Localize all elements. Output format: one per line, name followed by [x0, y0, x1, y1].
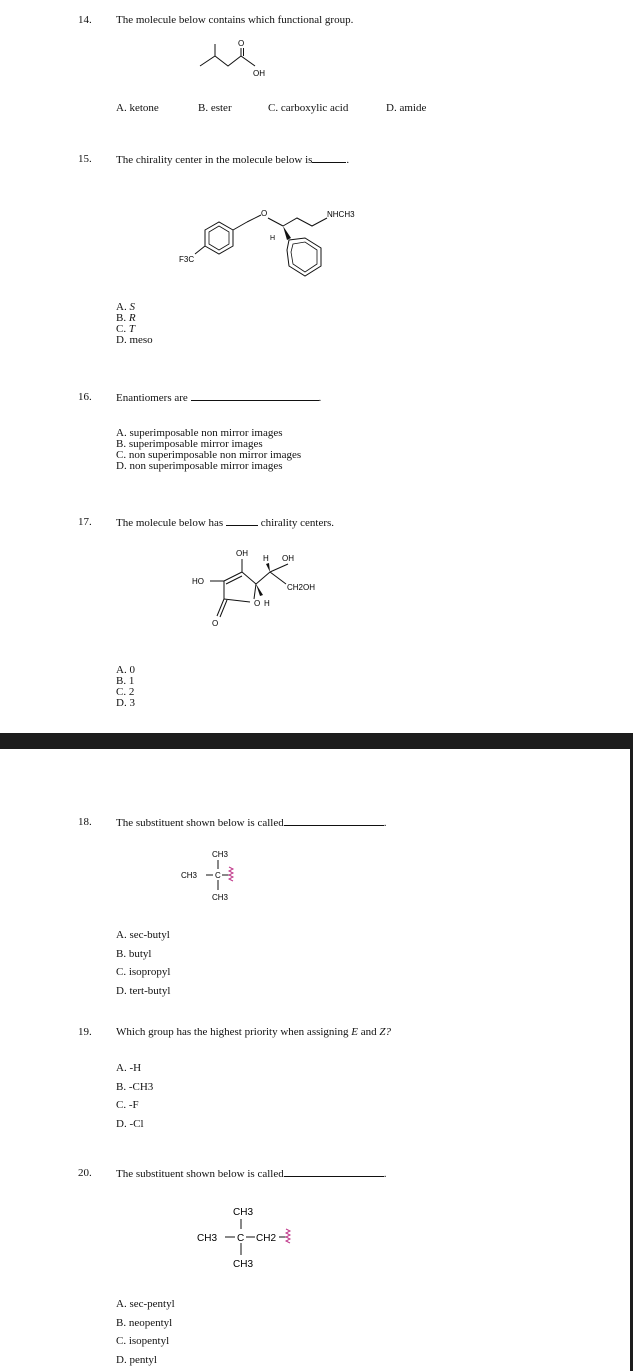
option-c[interactable]: C. isopropyl: [116, 966, 171, 978]
top-ch3-label: CH3: [233, 1207, 254, 1218]
wavy-bond-icon: [286, 1229, 290, 1243]
oxygen-label: O: [261, 209, 268, 218]
left-ch3-label: CH3: [181, 871, 198, 880]
right-ch2-label: CH2: [256, 1233, 277, 1244]
option-a[interactable]: A. sec-butyl: [116, 929, 170, 941]
answer-blank: [284, 816, 384, 826]
option-a[interactable]: A. ketone: [116, 102, 159, 114]
answer-blank: [226, 516, 258, 526]
molecule-18-substituent: [175, 845, 265, 905]
option-c[interactable]: C. 2: [116, 686, 135, 698]
question-text: The substituent shown below is called .: [116, 1168, 387, 1180]
option-b[interactable]: B. 1: [116, 675, 135, 687]
option-c[interactable]: C. carboxylic acid: [268, 102, 349, 114]
question-text: Enantiomers are .: [116, 392, 322, 404]
option-b[interactable]: B. ester: [198, 102, 232, 114]
answer-blank: [284, 1167, 384, 1177]
carbonyl-oxygen-label: O: [212, 619, 219, 628]
option-c[interactable]: C. isopentyl: [116, 1335, 170, 1347]
option-b[interactable]: B. butyl: [116, 947, 152, 960]
molecule-15: [175, 200, 375, 290]
molecule-17-ascorbic-acid: [190, 544, 370, 634]
ring-oxygen-label: O: [254, 599, 261, 608]
option-c[interactable]: C. non superimposable non mirror images: [116, 449, 302, 461]
option-b[interactable]: B. R: [116, 312, 136, 324]
molecule-14-carboxylic-acid: [195, 38, 285, 83]
options-list: [116, 665, 135, 709]
center-c-label: C: [215, 871, 221, 880]
ch2oh-label: CH2OH: [287, 583, 316, 592]
option-a[interactable]: A. -H: [116, 1062, 142, 1074]
question-text: The molecule below has chirality centers.: [116, 517, 335, 529]
option-a[interactable]: A. 0: [116, 664, 135, 676]
option-b[interactable]: B. neopentyl: [116, 1316, 173, 1329]
oh1-label: OH: [236, 549, 248, 558]
worksheet-page-2: [0, 749, 633, 1371]
option-d[interactable]: D. 3: [116, 697, 135, 709]
page-divider: [0, 733, 633, 749]
options-list: [116, 1059, 153, 1133]
question-text: The substituent shown below is called .: [116, 817, 387, 829]
option-a[interactable]: A. sec-pentyl: [116, 1298, 175, 1310]
answer-blank: [191, 391, 319, 401]
h1-label: H: [263, 554, 269, 563]
hydrogen-label: H: [270, 235, 276, 242]
ho-label: HO: [192, 577, 204, 586]
question-text: The molecule below contains which functional group.: [116, 14, 354, 26]
left-ch3-label: CH3: [197, 1233, 218, 1244]
options-list: [116, 926, 170, 1000]
options-list: [116, 1295, 175, 1369]
option-a[interactable]: A. S: [116, 301, 135, 313]
trifluoromethyl-label: F3C: [179, 255, 195, 264]
question-number: 19.: [78, 1026, 92, 1038]
amine-label: NHCH3: [327, 210, 355, 219]
question-number: 20.: [78, 1167, 92, 1179]
bottom-ch3-label: CH3: [212, 893, 229, 902]
bottom-ch3-label: CH3: [233, 1259, 254, 1270]
option-c[interactable]: C. -F: [116, 1099, 139, 1111]
question-number: 17.: [78, 516, 92, 528]
h2-label: H: [264, 599, 270, 608]
option-d[interactable]: D. pentyl: [116, 1353, 157, 1366]
molecule-20-substituent: [195, 1201, 315, 1271]
center-c-label: C: [237, 1233, 245, 1244]
oxygen-label: O: [238, 39, 245, 48]
question-number: 14.: [78, 14, 92, 26]
answer-blank: [312, 153, 346, 163]
question-text: The chirality center in the molecule below is .: [116, 154, 350, 166]
hydroxyl-label: OH: [253, 69, 265, 78]
question-number: 16.: [78, 391, 92, 403]
option-b[interactable]: B. superimposable mirror images: [116, 438, 263, 450]
option-c[interactable]: C. T: [116, 323, 135, 335]
wavy-bond-icon: [229, 867, 233, 881]
oh2-label: OH: [282, 554, 294, 563]
option-a[interactable]: A. superimposable non mirror images: [116, 427, 283, 439]
option-d[interactable]: D. non superimposable mirror images: [116, 460, 283, 472]
option-d[interactable]: D. meso: [116, 334, 153, 346]
option-d[interactable]: D. tert-butyl: [116, 984, 171, 997]
options-list: [116, 428, 301, 472]
option-d[interactable]: D. -Cl: [116, 1117, 144, 1130]
top-ch3-label: CH3: [212, 850, 229, 859]
option-b[interactable]: B. -CH3: [116, 1080, 154, 1093]
question-number: 15.: [78, 153, 92, 165]
options-list: [116, 302, 153, 346]
question-text: Which group has the highest priority when assigning E and Z?: [116, 1026, 391, 1038]
option-d[interactable]: D. amide: [386, 102, 427, 114]
question-number: 18.: [78, 816, 92, 828]
